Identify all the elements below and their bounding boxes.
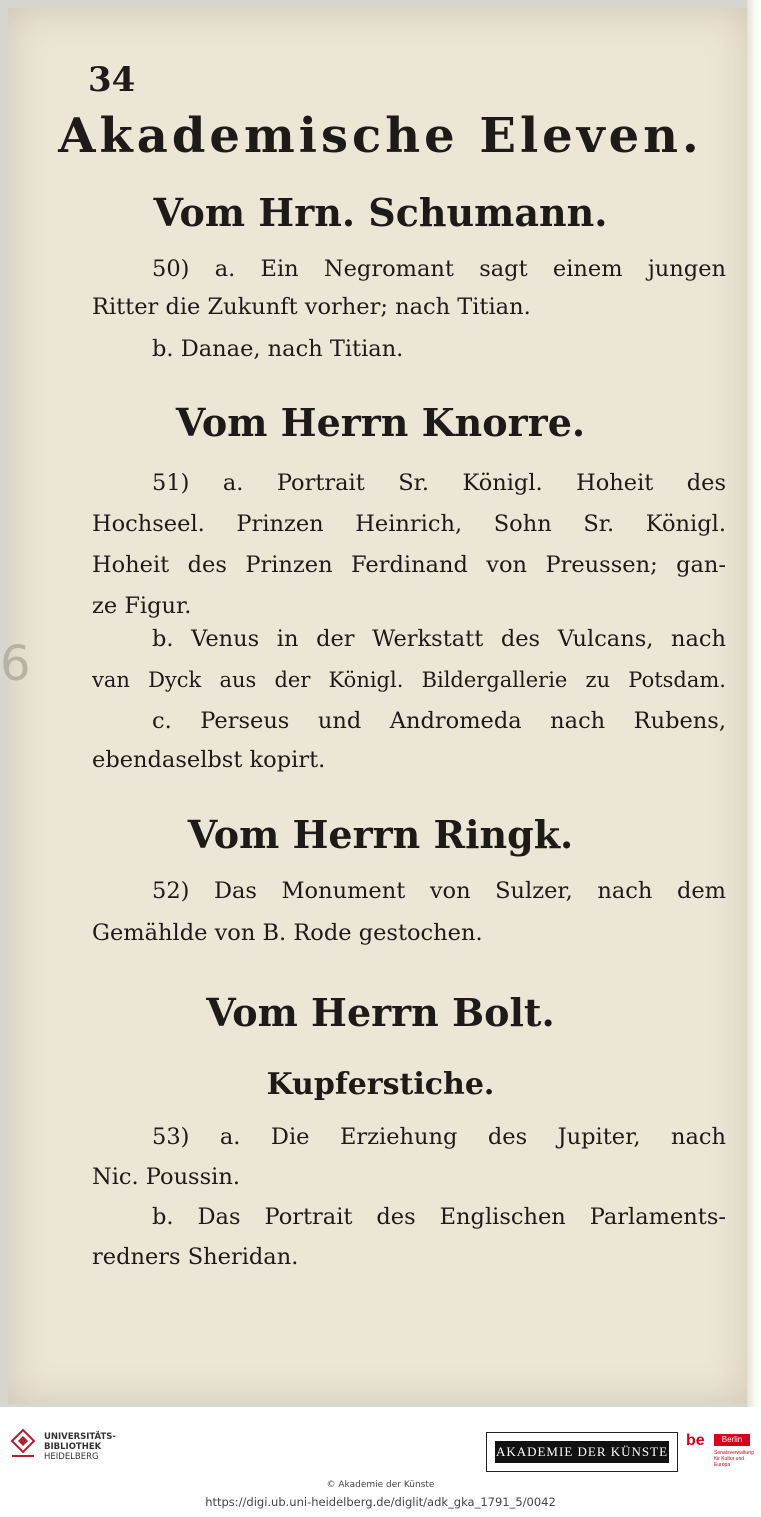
section-heading-bolt: Vom Herrn Bolt. (206, 990, 555, 1035)
berlin-label: Berlin (714, 1434, 750, 1446)
source-url-link[interactable]: https://digi.ub.uni-heidelberg.de/diglit/adk_gka_1791_5/0042 (205, 1495, 556, 1509)
academy-logo-label: AKADEMIE DER KÜNSTE (495, 1441, 669, 1463)
entry-line: Gemählde von B. Rode gestochen. (92, 920, 483, 946)
senate-line: für Kultur und Europa (714, 1456, 745, 1468)
library-name-line: HEIDELBERG (44, 1452, 99, 1462)
library-name-line: UNIVERSITÄTS- (44, 1432, 116, 1442)
entry-line: Nic. Poussin. (92, 1164, 240, 1190)
copyright-text: © Akademie der Künste (326, 1480, 435, 1490)
be-logo-text: be (686, 1432, 705, 1449)
entry-line: b. Danae, nach Titian. (152, 336, 404, 362)
senate-label (714, 1450, 754, 1468)
page-heading: Akademische Eleven. (58, 108, 703, 164)
section-heading-schumann: Vom Hrn. Schumann. (153, 190, 608, 235)
entry-line: ze Figur. (92, 593, 192, 619)
senate-line: Senatsverwaltung (714, 1450, 754, 1456)
be-berlin-logo[interactable] (686, 1432, 752, 1470)
entry-line: 53) a. Die Erziehung des Jupiter, nach (152, 1124, 726, 1150)
library-name[interactable] (44, 1432, 116, 1462)
entry-line: b. Venus in der Werkstatt des Vulcans, nach (152, 626, 726, 652)
academy-logo[interactable] (486, 1432, 678, 1472)
entry-line: b. Das Portrait des Englischen Parlaments- (152, 1204, 726, 1230)
entry-line: ebendaselbst kopirt. (92, 747, 326, 773)
pencil-margin-mark: 6 (0, 636, 31, 692)
entry-line: 51) a. Portrait Sr. Königl. Hoheit des (152, 470, 726, 496)
entry-line: c. Perseus und Andromeda nach Rubens, (152, 708, 726, 734)
entry-line: 52) Das Monument von Sulzer, nach dem (152, 878, 726, 904)
entry-line: redners Sheridan. (92, 1244, 299, 1270)
entry-line: Ritter die Zukunft vorher; nach Titian. (92, 294, 531, 320)
section-subheading-kupferstiche: Kupferstiche. (266, 1067, 495, 1102)
entry-line: Hochseel. Prinzen Heinrich, Sohn Sr. Königl. (92, 511, 726, 537)
entry-line: 50) a. Ein Negromant sagt einem jungen (152, 256, 726, 282)
library-name-line: BIBLIOTHEK (44, 1442, 102, 1452)
section-heading-knorre: Vom Herrn Knorre. (175, 400, 586, 445)
entry-line: Hoheit des Prinzen Ferdinand von Preussen; gan- (92, 552, 726, 578)
entry-line: van Dyck aus der Königl. Bildergallerie zu Potsdam. (92, 668, 726, 692)
page-number: 34 (88, 60, 136, 100)
library-logo-icon (10, 1428, 36, 1460)
section-heading-ringk: Vom Herrn Ringk. (187, 812, 574, 857)
